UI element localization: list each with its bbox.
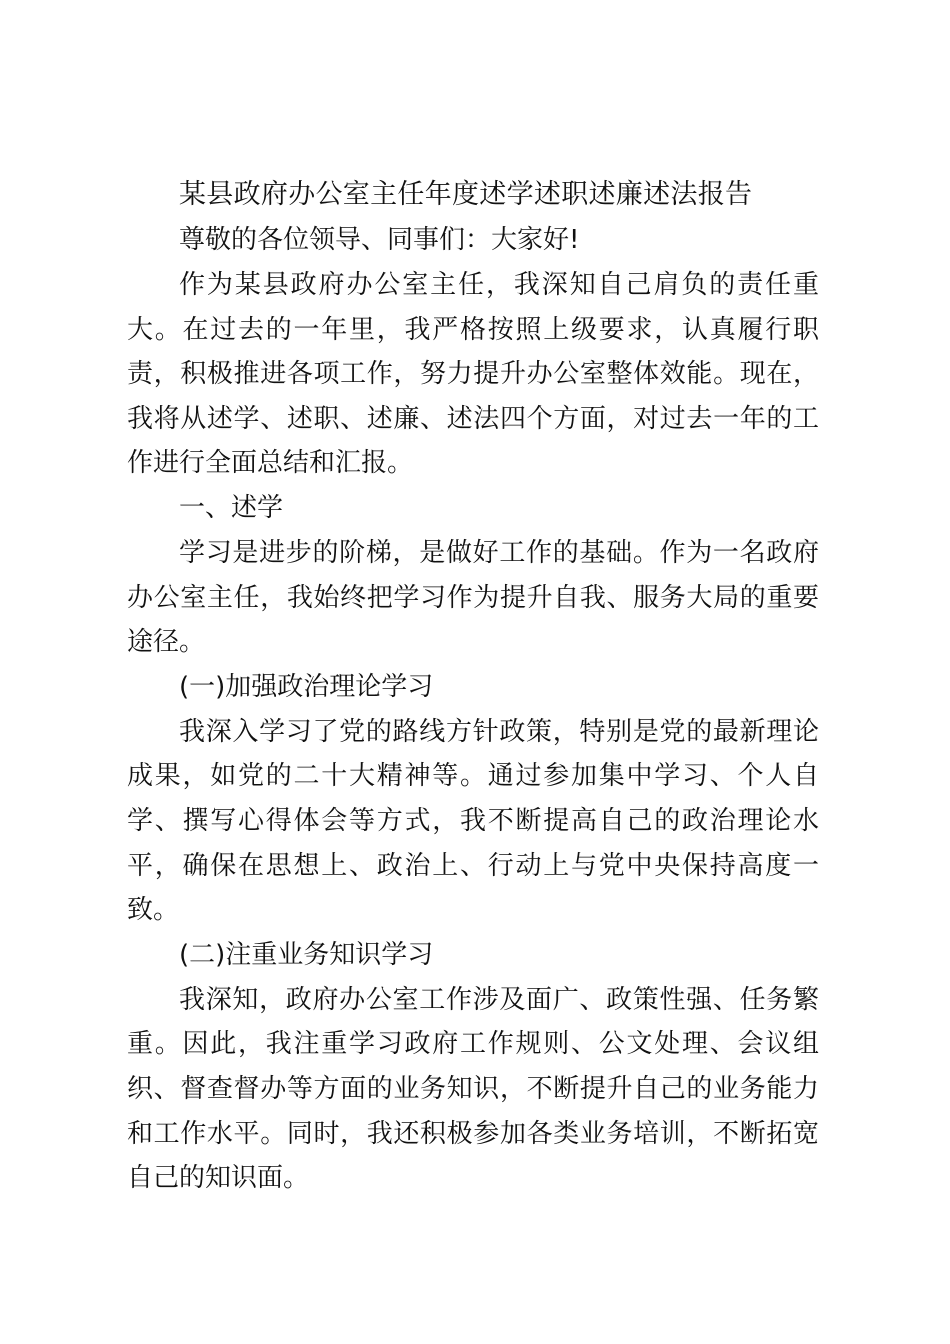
- greeting: 尊敬的各位领导、同事们：大家好!: [179, 225, 580, 255]
- subsection-business-knowledge-body: 我深知，政府办公室工作涉及面广、政策性强、任务繁重。因此，我注重学习政府工作规则、公文处理、会议组织、督查督办等方面的业务知识，不断提升自己的业务能力和工作水平。同时，我还积极参加各类业务培训，不断拓宽自己的知识面。: [127, 984, 819, 1194]
- document-page: [127, 172, 819, 1201]
- subsection-heading-business-knowledge: (二)注重业务知识学习: [179, 939, 434, 970]
- document-title: 某县政府办公室主任年度述学述职述廉述法报告: [179, 179, 753, 210]
- intro-paragraph: 作为某县政府办公室主任，我深知自己肩负的责任重大。在过去的一年里，我严格按照上级要求，认真履行职责，积极推进各项工作，努力提升办公室整体效能。现在，我将从述学、述职、述廉、述法四个方面，对过去一年的工作进行全面总结和汇报。: [127, 270, 819, 479]
- subsection-heading-political-theory: (一)加强政治理论学习: [179, 671, 434, 702]
- section-heading-study: 一、述学: [179, 492, 284, 523]
- section-study-intro: 学习是进步的阶梯，是做好工作的基础。作为一名政府办公室主任，我始终把学习作为提升自我、服务大局的重要途径。: [127, 537, 819, 658]
- subsection-political-theory-body: 我深入学习了党的路线方针政策，特别是党的最新理论成果，如党的二十大精神等。通过参加集中学习、个人自学、撰写心得体会等方式，我不断提高自己的政治理论水平，确保在思想上、政治上、行动上与党中央保持高度一致。: [127, 716, 819, 926]
